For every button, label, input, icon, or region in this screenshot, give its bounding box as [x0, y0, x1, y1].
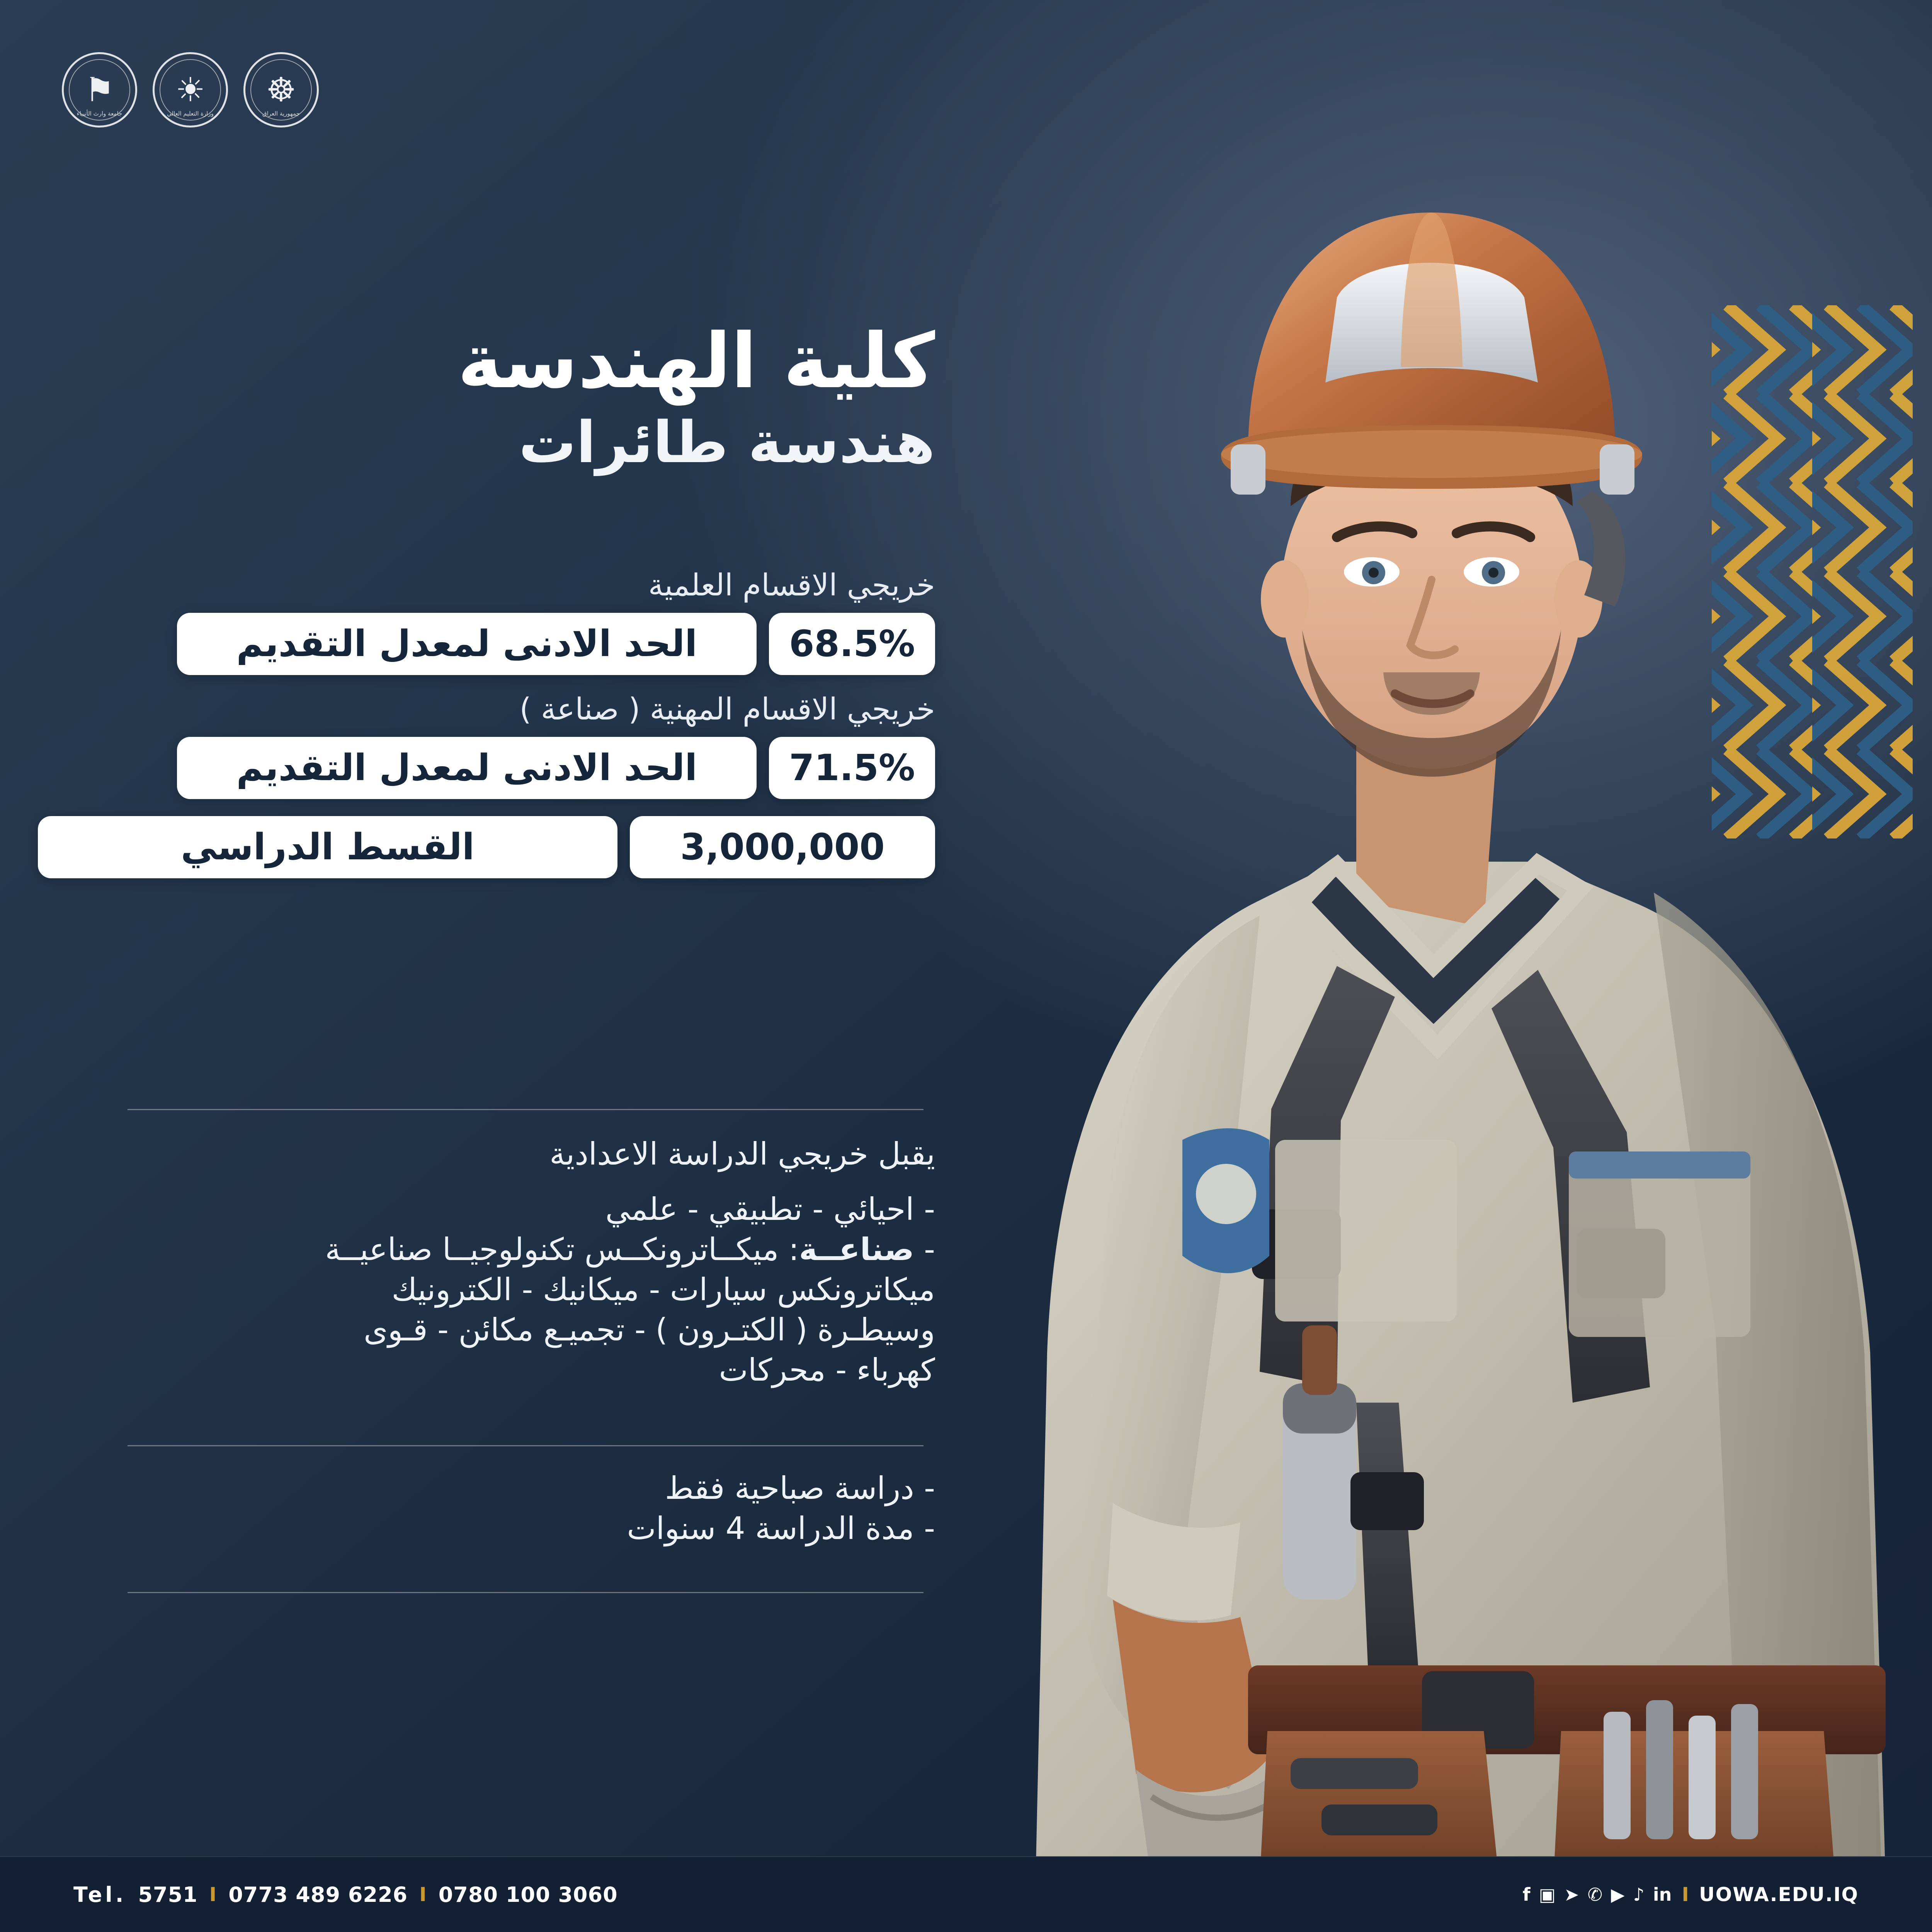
stat-row-scientific — [116, 613, 935, 675]
emblem-caption: وزارة التعليم العالي — [167, 110, 214, 117]
stat-row-vocational — [116, 737, 935, 799]
tel-label: Tel. — [73, 1882, 127, 1907]
divider-bottom — [128, 1592, 923, 1593]
website-link[interactable]: UOWA.EDU.IQ — [1699, 1883, 1859, 1906]
university-of-warith-al-anbiyaa-emblem — [62, 52, 137, 128]
footer-contact — [73, 1883, 618, 1907]
stat-value-scientific — [769, 613, 935, 675]
vocational-label: صناعــة — [799, 1231, 914, 1267]
linkedin-icon[interactable]: in — [1653, 1884, 1672, 1905]
emblem-caption: جمهورية العراق — [262, 110, 300, 117]
tel-number[interactable]: 5751 — [138, 1882, 198, 1907]
stat-label-text: القسط الدراسي — [181, 826, 474, 868]
social-icon-row — [1523, 1886, 1672, 1903]
vocational-rest: : ميكــاترونكــس تكنولوجيــا صناعيــة — [325, 1231, 799, 1267]
study-info — [116, 1468, 935, 1549]
department-name: هندسة طائرات — [519, 409, 935, 476]
spacer — [116, 1176, 935, 1189]
study-shift-line: - دراسة صباحية فقط — [665, 1470, 935, 1506]
instagram-icon[interactable]: ▣ — [1539, 1884, 1556, 1905]
admission-vocational-line-2: ميكاترونكس سيارات - ميكانيك - الكترونيك — [391, 1271, 935, 1308]
separator-icon: I — [1682, 1883, 1689, 1906]
ministry-of-higher-education-emblem — [153, 52, 228, 128]
page-title — [116, 317, 935, 476]
stat-label-text: الحد الادنى لمعدل التقديم — [236, 623, 697, 665]
republic-of-iraq-emblem — [243, 52, 319, 128]
college-name: كلية الهندسة — [457, 317, 935, 405]
facebook-icon[interactable]: f — [1522, 1884, 1531, 1905]
phone-number-2[interactable]: 0780 100 3060 — [438, 1882, 618, 1907]
engineer-photo — [881, 97, 1932, 1882]
stat-label-scientific — [177, 613, 757, 675]
stat-value-text: 71.5% — [789, 747, 915, 789]
separator-icon: I — [209, 1883, 217, 1906]
admission-vocational-line-3: وسيطـرة ( الكتـرون ) - تجميـع مكائن - قـوى — [364, 1311, 935, 1348]
emblem-glyph: ⚑ — [84, 70, 115, 109]
footer-social — [1523, 1883, 1859, 1906]
line-prefix: - — [914, 1231, 935, 1267]
study-duration-line: - مدة الدراسة 4 سنوات — [627, 1510, 935, 1546]
divider-middle — [128, 1445, 923, 1446]
admission-vocational-line-4: كهرباء - محركات — [719, 1352, 935, 1388]
stat-caption-scientific: خريجي الاقسام العلمية — [648, 568, 935, 603]
stat-value-text: 3,000,000 — [680, 826, 885, 868]
youtube-icon[interactable]: ▶ — [1611, 1884, 1625, 1905]
admission-stats — [116, 568, 935, 895]
emblem-caption: جامعة وارث الأنبياء — [77, 110, 122, 117]
admission-heading: يقبل خريجي الدراسة الاعدادية — [549, 1136, 935, 1172]
stat-value-tuition — [630, 816, 935, 878]
stat-row-tuition — [116, 816, 935, 878]
admission-vocational-line — [116, 1230, 935, 1270]
divider-top — [128, 1109, 923, 1110]
stat-label-tuition — [38, 816, 617, 878]
whatsapp-icon[interactable]: ✆ — [1587, 1884, 1603, 1905]
phone-number-1[interactable]: 0773 489 6226 — [228, 1882, 408, 1907]
tiktok-icon[interactable]: ♪ — [1633, 1884, 1645, 1905]
emblem-glyph: ☸ — [266, 70, 296, 109]
separator-icon: I — [419, 1883, 427, 1906]
stat-value-text: 68.5% — [789, 623, 915, 665]
stat-caption-vocational: خريجي الاقسام المهنية ( صناعة ) — [519, 692, 935, 727]
stat-label-vocational — [177, 737, 757, 799]
admission-branches-line: - احيائي - تطبيقي - علمي — [605, 1191, 935, 1227]
emblem-glyph: ☀ — [175, 70, 206, 109]
stat-label-text: الحد الادنى لمعدل التقديم — [236, 747, 697, 789]
stat-value-vocational — [769, 737, 935, 799]
telegram-icon[interactable]: ➤ — [1564, 1884, 1579, 1905]
logo-row — [62, 52, 319, 128]
admission-requirements — [116, 1132, 935, 1390]
footer-bar — [0, 1856, 1932, 1932]
